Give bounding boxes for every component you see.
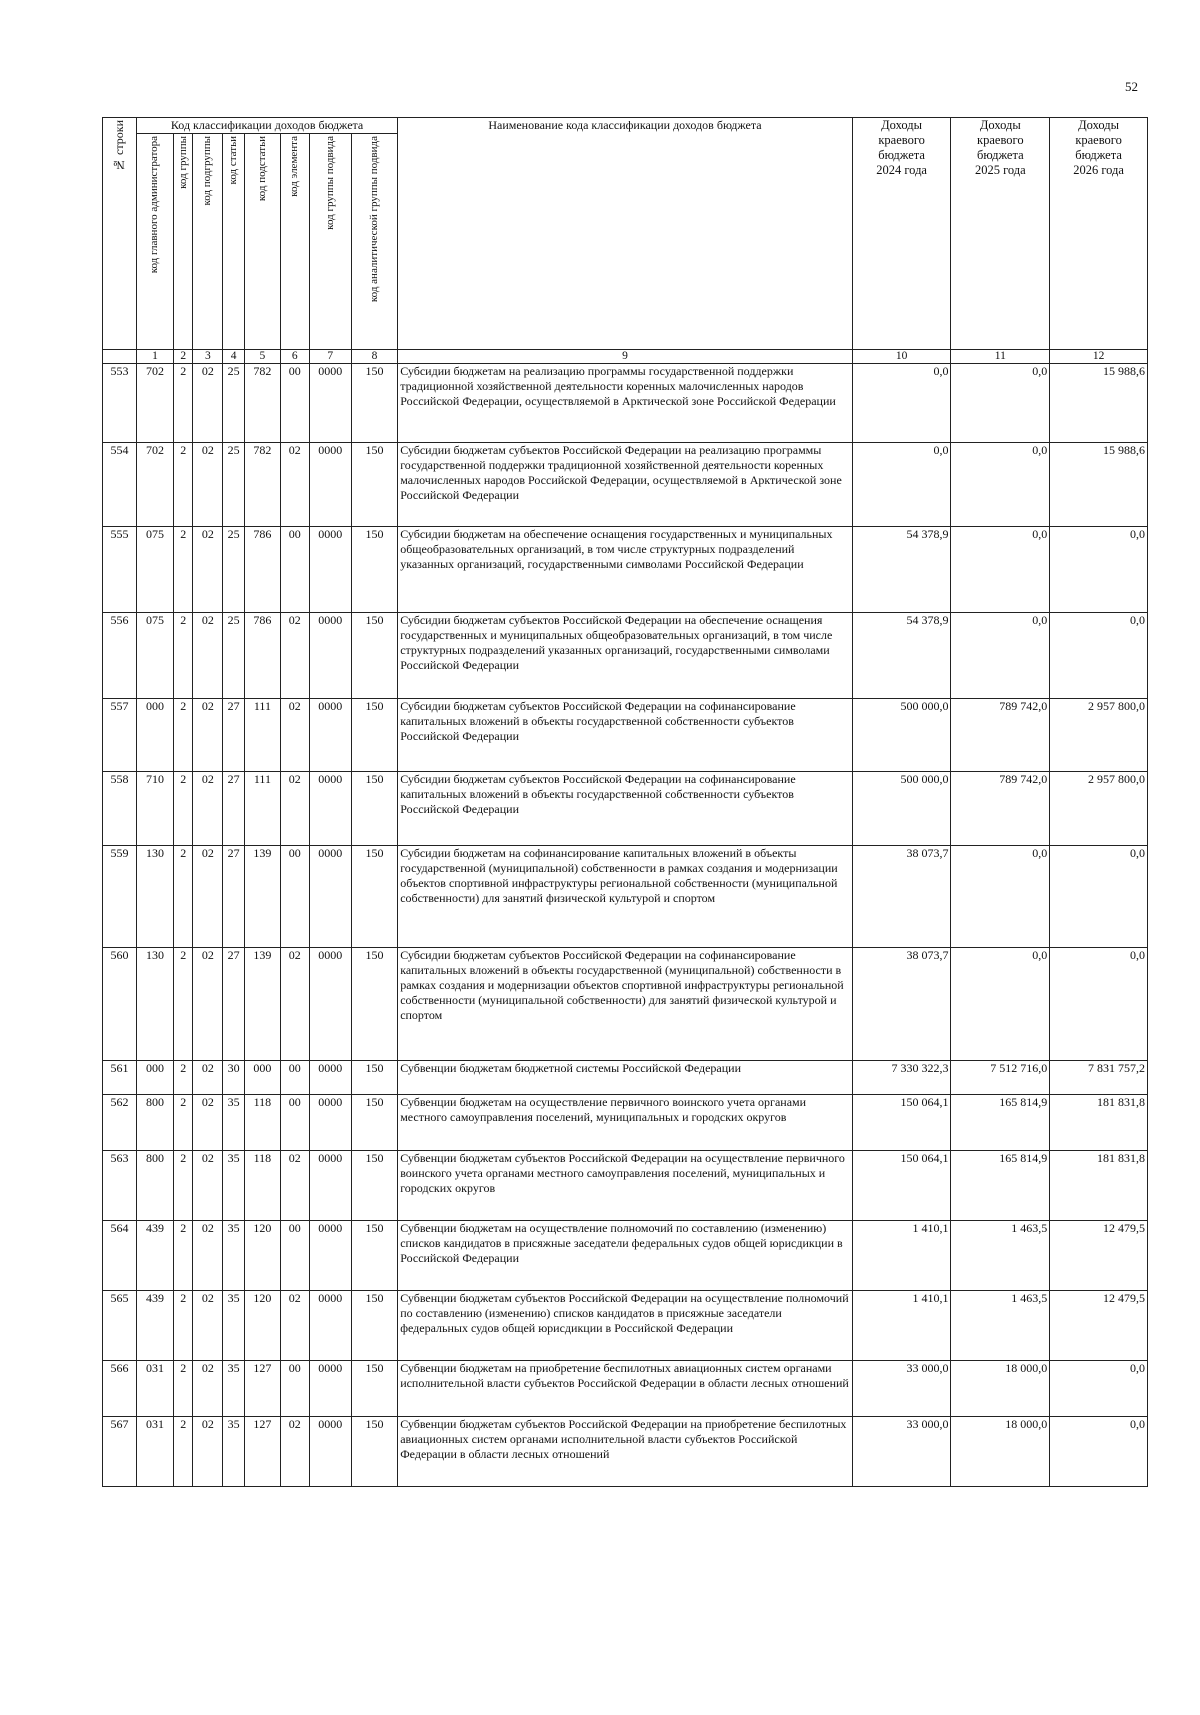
income-header-line: краевого	[878, 133, 925, 147]
column-number: 1	[136, 350, 173, 364]
table-row	[103, 1061, 1148, 1095]
row-number-cell: 558	[103, 772, 137, 846]
code-cell: 075	[136, 613, 173, 699]
code-cell: 0000	[309, 1417, 351, 1487]
code-cell: 139	[244, 846, 280, 948]
table-row	[103, 1095, 1148, 1151]
code-cell: 2	[173, 1361, 193, 1417]
code-cell: 0000	[309, 1095, 351, 1151]
table-row	[103, 1221, 1148, 1291]
code-cell: 2	[173, 1095, 193, 1151]
code-cell: 127	[244, 1361, 280, 1417]
code-cell: 150	[351, 699, 397, 772]
code-cell: 02	[193, 1221, 223, 1291]
row-number-cell: 566	[103, 1361, 137, 1417]
code-cell: 27	[223, 699, 245, 772]
code-cell: 0000	[309, 1151, 351, 1221]
code-column-header: код главного администратора	[136, 134, 173, 350]
code-cell: 139	[244, 948, 280, 1061]
column-number: 7	[309, 350, 351, 364]
code-cell: 25	[223, 364, 245, 443]
table-row	[103, 613, 1148, 699]
code-cell: 27	[223, 846, 245, 948]
name-cell: Субсидии бюджетам на реализацию программы государственной поддержки традиционной хозяйственной деятельности коренных малочисленных народов Российской Федерации, осуществляемой в Арктической зоне Российской Федерации	[398, 364, 853, 443]
income-2026-cell: 0,0	[1050, 948, 1148, 1061]
income-2024-cell: 150 064,1	[852, 1095, 951, 1151]
income-2025-cell: 789 742,0	[951, 699, 1050, 772]
code-cell: 02	[193, 948, 223, 1061]
income-2024-cell: 500 000,0	[852, 699, 951, 772]
code-cell: 0000	[309, 443, 351, 527]
code-cell: 00	[280, 1061, 309, 1095]
income-2024-cell: 38 073,7	[852, 948, 951, 1061]
code-cell: 150	[351, 1151, 397, 1221]
income-2024-cell: 54 378,9	[852, 527, 951, 613]
income-2026-cell: 15 988,6	[1050, 443, 1148, 527]
code-cell: 35	[223, 1151, 245, 1221]
income-2026-cell: 7 831 757,2	[1050, 1061, 1148, 1095]
income-2024-header	[852, 118, 951, 350]
code-cell: 00	[280, 1361, 309, 1417]
code-cell: 0000	[309, 613, 351, 699]
code-cell: 02	[280, 613, 309, 699]
table-row	[103, 1151, 1148, 1221]
code-cell: 439	[136, 1291, 173, 1361]
code-cell: 0000	[309, 1061, 351, 1095]
code-cell: 120	[244, 1291, 280, 1361]
income-header-line: 2024 года	[876, 163, 927, 177]
code-cell: 02	[193, 1151, 223, 1221]
income-2024-cell: 33 000,0	[852, 1417, 951, 1487]
name-cell: Субсидии бюджетам субъектов Российской Федерации на софинансирование капитальных вложений в объекты государственной собственности субъектов Российской Федерации	[398, 772, 853, 846]
row-number-cell: 561	[103, 1061, 137, 1095]
code-cell: 00	[280, 1221, 309, 1291]
code-cell: 02	[280, 772, 309, 846]
code-cell: 02	[193, 1291, 223, 1361]
code-cell: 2	[173, 1291, 193, 1361]
name-cell: Субсидии бюджетам на обеспечение оснащения государственных и муниципальных общеобразовательных организаций, в том числе структурных подразделений указанных организаций, государственными символами Российской Федерации	[398, 527, 853, 613]
code-cell: 35	[223, 1361, 245, 1417]
code-cell: 02	[193, 613, 223, 699]
code-cell: 118	[244, 1095, 280, 1151]
code-cell: 2	[173, 613, 193, 699]
code-cell: 02	[193, 443, 223, 527]
code-cell: 25	[223, 613, 245, 699]
income-2026-cell: 0,0	[1050, 1417, 1148, 1487]
code-cell: 150	[351, 1061, 397, 1095]
income-2026-cell: 181 831,8	[1050, 1095, 1148, 1151]
income-2024-cell: 38 073,7	[852, 846, 951, 948]
code-cell: 35	[223, 1095, 245, 1151]
code-cell: 150	[351, 1417, 397, 1487]
income-header-line: бюджета	[878, 148, 925, 162]
code-cell: 0000	[309, 699, 351, 772]
income-2025-cell: 165 814,9	[951, 1095, 1050, 1151]
income-2026-cell: 12 479,5	[1050, 1221, 1148, 1291]
code-cell: 02	[193, 527, 223, 613]
row-number-cell: 563	[103, 1151, 137, 1221]
code-cell: 150	[351, 443, 397, 527]
code-cell: 111	[244, 699, 280, 772]
income-2025-header	[951, 118, 1050, 350]
code-cell: 000	[244, 1061, 280, 1095]
code-cell: 2	[173, 948, 193, 1061]
code-cell: 2	[173, 1417, 193, 1487]
income-header-line: краевого	[977, 133, 1024, 147]
income-2025-cell: 789 742,0	[951, 772, 1050, 846]
code-cell: 25	[223, 443, 245, 527]
code-cell: 120	[244, 1221, 280, 1291]
name-cell: Субсидии бюджетам на софинансирование капитальных вложений в объекты государственной (муниципальной) собственности в рамках создания и модернизации объектов спортивной инфраструктуры региональной собственности (муниципальной собственности) для занятий физической культурой и спортом	[398, 846, 853, 948]
code-cell: 02	[193, 364, 223, 443]
name-cell: Субвенции бюджетам бюджетной системы Российской Федерации	[398, 1061, 853, 1095]
income-2024-cell: 150 064,1	[852, 1151, 951, 1221]
code-cell: 150	[351, 772, 397, 846]
code-cell: 130	[136, 948, 173, 1061]
code-group-header: Код классификации доходов бюджета	[136, 118, 397, 134]
code-cell: 2	[173, 772, 193, 846]
code-cell: 02	[280, 948, 309, 1061]
code-cell: 031	[136, 1417, 173, 1487]
column-number	[103, 350, 137, 364]
code-cell: 800	[136, 1151, 173, 1221]
code-cell: 2	[173, 846, 193, 948]
code-cell: 02	[193, 1061, 223, 1095]
name-cell: Субвенции бюджетам субъектов Российской Федерации на осуществление полномочий по составлению (изменению) списков кандидатов в присяжные заседатели федеральных судов общей юрисдикции в Российской Федерации	[398, 1291, 853, 1361]
row-number-cell: 553	[103, 364, 137, 443]
code-cell: 0000	[309, 1361, 351, 1417]
income-header-line: бюджета	[1075, 148, 1122, 162]
table-row	[103, 1291, 1148, 1361]
row-number-cell: 556	[103, 613, 137, 699]
table-row	[103, 699, 1148, 772]
code-cell: 2	[173, 699, 193, 772]
income-2026-cell: 12 479,5	[1050, 1291, 1148, 1361]
income-2025-cell: 0,0	[951, 527, 1050, 613]
income-2025-cell: 0,0	[951, 613, 1050, 699]
code-cell: 150	[351, 364, 397, 443]
code-cell: 02	[193, 846, 223, 948]
code-cell: 02	[193, 1361, 223, 1417]
income-2024-cell: 54 378,9	[852, 613, 951, 699]
code-cell: 150	[351, 1361, 397, 1417]
code-cell: 27	[223, 772, 245, 846]
code-cell: 2	[173, 527, 193, 613]
code-cell: 02	[280, 699, 309, 772]
code-cell: 800	[136, 1095, 173, 1151]
income-2024-cell: 33 000,0	[852, 1361, 951, 1417]
code-cell: 150	[351, 527, 397, 613]
code-cell: 02	[193, 1417, 223, 1487]
code-cell: 439	[136, 1221, 173, 1291]
code-cell: 150	[351, 1291, 397, 1361]
code-cell: 00	[280, 846, 309, 948]
code-cell: 35	[223, 1221, 245, 1291]
page-number: 52	[1125, 79, 1138, 94]
table-row	[103, 948, 1148, 1061]
code-cell: 786	[244, 527, 280, 613]
row-number-header: № строки	[103, 118, 137, 350]
income-2025-cell: 0,0	[951, 948, 1050, 1061]
income-header-line: краевого	[1075, 133, 1122, 147]
code-cell: 02	[193, 772, 223, 846]
column-number: 4	[223, 350, 245, 364]
code-cell: 00	[280, 527, 309, 613]
income-2026-cell: 2 957 800,0	[1050, 699, 1148, 772]
row-number-cell: 557	[103, 699, 137, 772]
column-number: 9	[398, 350, 853, 364]
code-cell: 02	[280, 1417, 309, 1487]
code-cell: 127	[244, 1417, 280, 1487]
income-2026-cell: 181 831,8	[1050, 1151, 1148, 1221]
code-cell: 0000	[309, 1221, 351, 1291]
income-2026-cell: 2 957 800,0	[1050, 772, 1148, 846]
code-cell: 2	[173, 1151, 193, 1221]
income-header-line: 2026 года	[1073, 163, 1124, 177]
name-cell: Субсидии бюджетам субъектов Российской Федерации на софинансирование капитальных вложений в объекты государственной (муниципальной) собственности в рамках создания и модернизации объектов спортивной инфраструктуры региональной собственности (муниципальной собственности) для занятий физической культурой и спортом	[398, 948, 853, 1061]
code-column-header: код статьи	[223, 134, 245, 350]
code-cell: 702	[136, 364, 173, 443]
income-2025-cell: 165 814,9	[951, 1151, 1050, 1221]
code-cell: 000	[136, 699, 173, 772]
code-cell: 782	[244, 364, 280, 443]
row-number-cell: 560	[103, 948, 137, 1061]
income-2024-cell: 500 000,0	[852, 772, 951, 846]
code-cell: 2	[173, 364, 193, 443]
code-column-header: код подстатьи	[244, 134, 280, 350]
income-2025-cell: 0,0	[951, 443, 1050, 527]
budget-income-table	[102, 117, 1148, 1487]
column-number: 5	[244, 350, 280, 364]
code-cell: 786	[244, 613, 280, 699]
name-cell: Субвенции бюджетам субъектов Российской Федерации на приобретение беспилотных авиационных систем органами исполнительной власти субъектов Российской Федерации в области лесных отношений	[398, 1417, 853, 1487]
income-2026-header	[1050, 118, 1148, 350]
name-cell: Субвенции бюджетам на приобретение беспилотных авиационных систем органами исполнительной власти субъектов Российской Федерации в области лесных отношений	[398, 1361, 853, 1417]
name-column-header: Наименование кода классификации доходов бюджета	[398, 118, 853, 350]
code-cell: 000	[136, 1061, 173, 1095]
income-2026-cell: 0,0	[1050, 613, 1148, 699]
code-cell: 0000	[309, 846, 351, 948]
name-cell: Субвенции бюджетам субъектов Российской Федерации на осуществление первичного воинского учета органами местного самоуправления поселений, муниципальных и городских округов	[398, 1151, 853, 1221]
code-cell: 150	[351, 613, 397, 699]
code-cell: 02	[280, 443, 309, 527]
code-cell: 25	[223, 527, 245, 613]
code-cell: 00	[280, 1095, 309, 1151]
code-cell: 02	[193, 1095, 223, 1151]
income-header-line: Доходы	[979, 118, 1021, 132]
row-number-cell: 555	[103, 527, 137, 613]
income-2024-cell: 1 410,1	[852, 1221, 951, 1291]
code-cell: 35	[223, 1291, 245, 1361]
name-cell: Субсидии бюджетам субъектов Российской Федерации на обеспечение оснащения государственных и муниципальных общеобразовательных организаций, в том числе структурных подразделений указанных организаций, государственными символами Российской Федерации	[398, 613, 853, 699]
code-cell: 2	[173, 443, 193, 527]
code-cell: 782	[244, 443, 280, 527]
code-cell: 0000	[309, 948, 351, 1061]
row-number-cell: 562	[103, 1095, 137, 1151]
code-column-header: код группы	[173, 134, 193, 350]
income-2025-cell: 7 512 716,0	[951, 1061, 1050, 1095]
row-number-cell: 554	[103, 443, 137, 527]
row-number-cell: 567	[103, 1417, 137, 1487]
name-cell: Субвенции бюджетам на осуществление первичного воинского учета органами местного самоуправления поселений, муниципальных и городских округов	[398, 1095, 853, 1151]
column-number: 3	[193, 350, 223, 364]
column-number: 8	[351, 350, 397, 364]
code-cell: 130	[136, 846, 173, 948]
column-number-row	[103, 350, 1148, 364]
code-cell: 0000	[309, 527, 351, 613]
code-cell: 2	[173, 1061, 193, 1095]
code-cell: 0000	[309, 364, 351, 443]
income-2025-cell: 0,0	[951, 364, 1050, 443]
income-2024-cell: 1 410,1	[852, 1291, 951, 1361]
name-cell: Субвенции бюджетам на осуществление полномочий по составлению (изменению) списков кандидатов в присяжные заседатели федеральных судов общей юрисдикции в Российской Федерации	[398, 1221, 853, 1291]
row-number-cell: 559	[103, 846, 137, 948]
column-number: 11	[951, 350, 1050, 364]
code-cell: 02	[280, 1291, 309, 1361]
code-cell: 150	[351, 846, 397, 948]
code-cell: 111	[244, 772, 280, 846]
code-column-header: код элемента	[280, 134, 309, 350]
code-cell: 2	[173, 1221, 193, 1291]
code-cell: 075	[136, 527, 173, 613]
income-2024-cell: 0,0	[852, 443, 951, 527]
code-column-header: код аналитической группы подвида	[351, 134, 397, 350]
code-cell: 30	[223, 1061, 245, 1095]
income-2026-cell: 15 988,6	[1050, 364, 1148, 443]
code-cell: 710	[136, 772, 173, 846]
income-header-line: бюджета	[977, 148, 1024, 162]
code-cell: 150	[351, 1221, 397, 1291]
code-cell: 031	[136, 1361, 173, 1417]
column-number: 12	[1050, 350, 1148, 364]
code-cell: 35	[223, 1417, 245, 1487]
code-cell: 27	[223, 948, 245, 1061]
income-2025-cell: 0,0	[951, 846, 1050, 948]
code-cell: 150	[351, 1095, 397, 1151]
code-cell: 150	[351, 948, 397, 1061]
column-number: 6	[280, 350, 309, 364]
code-cell: 118	[244, 1151, 280, 1221]
income-2025-cell: 18 000,0	[951, 1417, 1050, 1487]
code-cell: 02	[280, 1151, 309, 1221]
row-number-cell: 565	[103, 1291, 137, 1361]
code-cell: 00	[280, 364, 309, 443]
income-header-line: 2025 года	[974, 163, 1026, 177]
table-row	[103, 527, 1148, 613]
income-2026-cell: 0,0	[1050, 527, 1148, 613]
table-row	[103, 364, 1148, 443]
income-2026-cell: 0,0	[1050, 846, 1148, 948]
income-header-line: Доходы	[881, 118, 923, 132]
row-number-cell: 564	[103, 1221, 137, 1291]
code-cell: 0000	[309, 772, 351, 846]
income-2024-cell: 0,0	[852, 364, 951, 443]
income-2024-cell: 7 330 322,3	[852, 1061, 951, 1095]
code-cell: 02	[193, 699, 223, 772]
income-header-line: Доходы	[1078, 118, 1120, 132]
income-2025-cell: 18 000,0	[951, 1361, 1050, 1417]
column-number: 2	[173, 350, 193, 364]
income-2025-cell: 1 463,5	[951, 1291, 1050, 1361]
income-2026-cell: 0,0	[1050, 1361, 1148, 1417]
table-body	[103, 364, 1148, 1487]
table-row	[103, 846, 1148, 948]
name-cell: Субсидии бюджетам субъектов Российской Федерации на реализацию программы государственной поддержки традиционной хозяйственной деятельности коренных малочисленных народов Российской Федерации, осуществляемой в Арктической зоне Российской Федерации	[398, 443, 853, 527]
code-cell: 702	[136, 443, 173, 527]
table-row	[103, 443, 1148, 527]
code-cell: 0000	[309, 1291, 351, 1361]
table-row	[103, 772, 1148, 846]
column-number: 10	[852, 350, 951, 364]
code-column-header: код группы подвида	[309, 134, 351, 350]
income-2025-cell: 1 463,5	[951, 1221, 1050, 1291]
code-column-header: код подгруппы	[193, 134, 223, 350]
table-row	[103, 1417, 1148, 1487]
table-row	[103, 1361, 1148, 1417]
name-cell: Субсидии бюджетам субъектов Российской Федерации на софинансирование капитальных вложений в объекты государственной собственности субъектов Российской Федерации	[398, 699, 853, 772]
